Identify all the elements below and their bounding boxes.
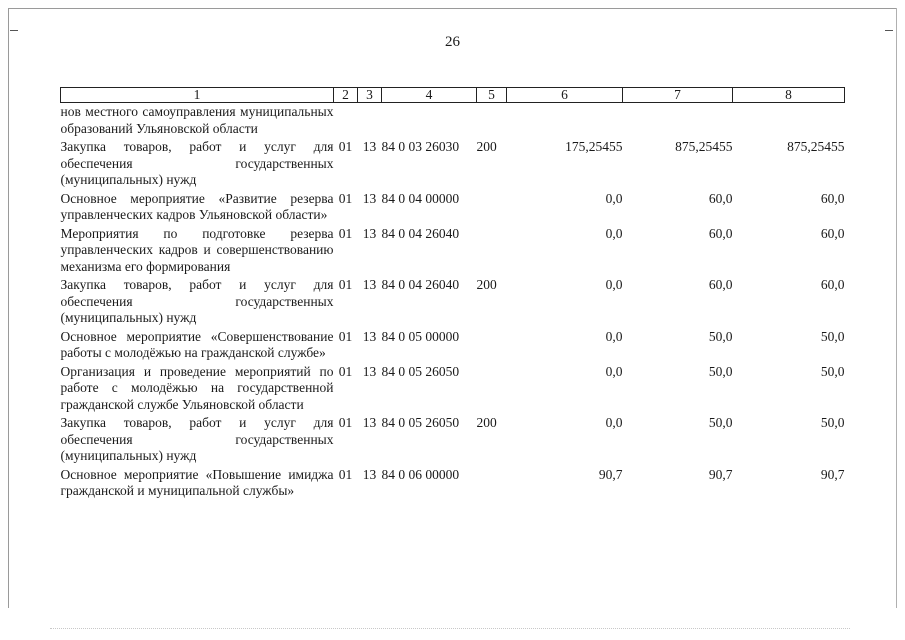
- row-subsection: 13: [362, 139, 377, 154]
- row-expense-kind: [477, 190, 507, 225]
- row-target-code: 84 0 04 26040: [381, 277, 460, 292]
- row-target-code: 84 0 06 00000: [381, 466, 460, 482]
- row-name: Организация и проведение мероприятий по работе с молодёжью на государственной гражданской службе Ульяновской области: [60, 363, 334, 412]
- scan-edge-top: [8, 8, 896, 9]
- row-subsection: 13: [362, 466, 377, 482]
- table-row: [61, 466, 845, 501]
- column-header: 8: [733, 88, 845, 103]
- row-target-code: 84 0 05 26050: [381, 415, 460, 430]
- row-expense-kind: [477, 103, 507, 139]
- column-header: 4: [382, 88, 477, 103]
- row-value-6: 90,7: [598, 466, 623, 482]
- table-row: [61, 276, 845, 328]
- row-target-code: 84 0 04 00000: [381, 190, 460, 206]
- row-value-8: 60,0: [820, 277, 845, 292]
- row-value-8: 50,0: [820, 328, 845, 344]
- row-section: 01: [338, 277, 353, 292]
- row-value-6: [507, 103, 623, 139]
- row-section: 01: [338, 225, 353, 241]
- row-value-6: 0,0: [605, 277, 623, 292]
- scan-edge-right: [896, 8, 897, 608]
- row-section: 01: [338, 466, 353, 482]
- table-row: [61, 225, 845, 277]
- row-name: Закупка товаров, работ и услуг для обеспечения государственных (муниципальных) нужд: [60, 415, 334, 463]
- row-value-8: 90,7: [820, 466, 845, 482]
- row-value-6: 0,0: [605, 190, 623, 206]
- row-value-6: 175,25455: [565, 139, 623, 154]
- row-section: 01: [338, 328, 353, 344]
- row-target-code: [382, 103, 477, 139]
- column-header: 3: [358, 88, 382, 103]
- page-number: 26: [445, 34, 460, 50]
- row-value-7: 60,0: [708, 190, 733, 206]
- table-row: [61, 103, 845, 139]
- row-value-7: 60,0: [708, 225, 733, 241]
- row-target-code: 84 0 05 26050: [381, 363, 460, 379]
- row-subsection: 13: [362, 225, 377, 241]
- scan-mark-left: [10, 30, 18, 31]
- row-section: 01: [338, 190, 353, 206]
- row-value-6: 0,0: [605, 415, 623, 430]
- row-expense-kind: 200: [476, 415, 497, 430]
- row-subsection: [358, 103, 382, 139]
- row-section: [334, 103, 358, 139]
- row-value-7: 50,0: [708, 415, 733, 430]
- row-expense-kind: [477, 466, 507, 501]
- table-row: [61, 328, 845, 363]
- row-value-8: 875,25455: [787, 139, 845, 154]
- row-value-8: 50,0: [820, 363, 845, 379]
- column-header: 5: [477, 88, 507, 103]
- column-header: 1: [61, 88, 334, 103]
- row-subsection: 13: [362, 415, 377, 430]
- scan-bottom-noise: [50, 628, 850, 630]
- table-header-row: [61, 88, 845, 103]
- row-value-7: [623, 103, 733, 139]
- row-expense-kind: [477, 225, 507, 277]
- table-row: [61, 138, 845, 190]
- column-header: 7: [623, 88, 733, 103]
- row-section: 01: [338, 363, 353, 379]
- row-target-code: 84 0 04 26040: [381, 225, 460, 241]
- column-header: 6: [507, 88, 623, 103]
- row-target-code: 84 0 05 00000: [381, 328, 460, 344]
- row-expense-kind: [477, 363, 507, 415]
- row-expense-kind: 200: [476, 139, 497, 154]
- scan-mark-right: [885, 30, 893, 31]
- table-row: [61, 414, 845, 466]
- row-value-6: 0,0: [605, 328, 623, 344]
- row-value-6: 0,0: [605, 363, 623, 379]
- row-name: нов местного самоуправления муниципальных образований Ульяновской области: [60, 104, 334, 136]
- row-name: Закупка товаров, работ и услуг для обеспечения государственных (муниципальных) нужд: [60, 277, 334, 325]
- row-name: Мероприятия по подготовке резерва управленческих кадров и совершенствованию механизма его формирования: [60, 225, 334, 274]
- row-value-7: 60,0: [708, 277, 733, 292]
- table-row: [61, 363, 845, 415]
- row-subsection: 13: [362, 363, 377, 379]
- row-target-code: 84 0 03 26030: [381, 139, 460, 154]
- budget-table: [60, 87, 845, 501]
- row-section: 01: [338, 415, 353, 430]
- row-value-8: 50,0: [820, 415, 845, 430]
- row-expense-kind: [477, 328, 507, 363]
- row-expense-kind: 200: [476, 277, 497, 292]
- row-value-8: 60,0: [820, 225, 845, 241]
- row-name: Основное мероприятие «Совершенствование работы с молодёжью на гражданской службе»: [60, 328, 334, 360]
- row-value-7: 50,0: [708, 328, 733, 344]
- row-value-7: 90,7: [708, 466, 733, 482]
- column-header: 2: [334, 88, 358, 103]
- row-value-8: 60,0: [820, 190, 845, 206]
- row-value-6: 0,0: [605, 225, 623, 241]
- row-section: 01: [338, 139, 353, 154]
- row-name: Основное мероприятие «Развитие резерва управленческих кадров Ульяновской области»: [60, 190, 334, 222]
- row-subsection: 13: [362, 190, 377, 206]
- row-value-7: 50,0: [708, 363, 733, 379]
- row-subsection: 13: [362, 277, 377, 292]
- row-value-8: [733, 103, 845, 139]
- row-value-7: 875,25455: [675, 139, 733, 154]
- row-subsection: 13: [362, 328, 377, 344]
- table-row: [61, 190, 845, 225]
- scan-edge-left: [8, 8, 9, 608]
- row-name: Закупка товаров, работ и услуг для обеспечения государственных (муниципальных) нужд: [60, 139, 334, 187]
- row-name: Основное мероприятие «Повышение имиджа гражданской и муниципальной службы»: [60, 466, 334, 498]
